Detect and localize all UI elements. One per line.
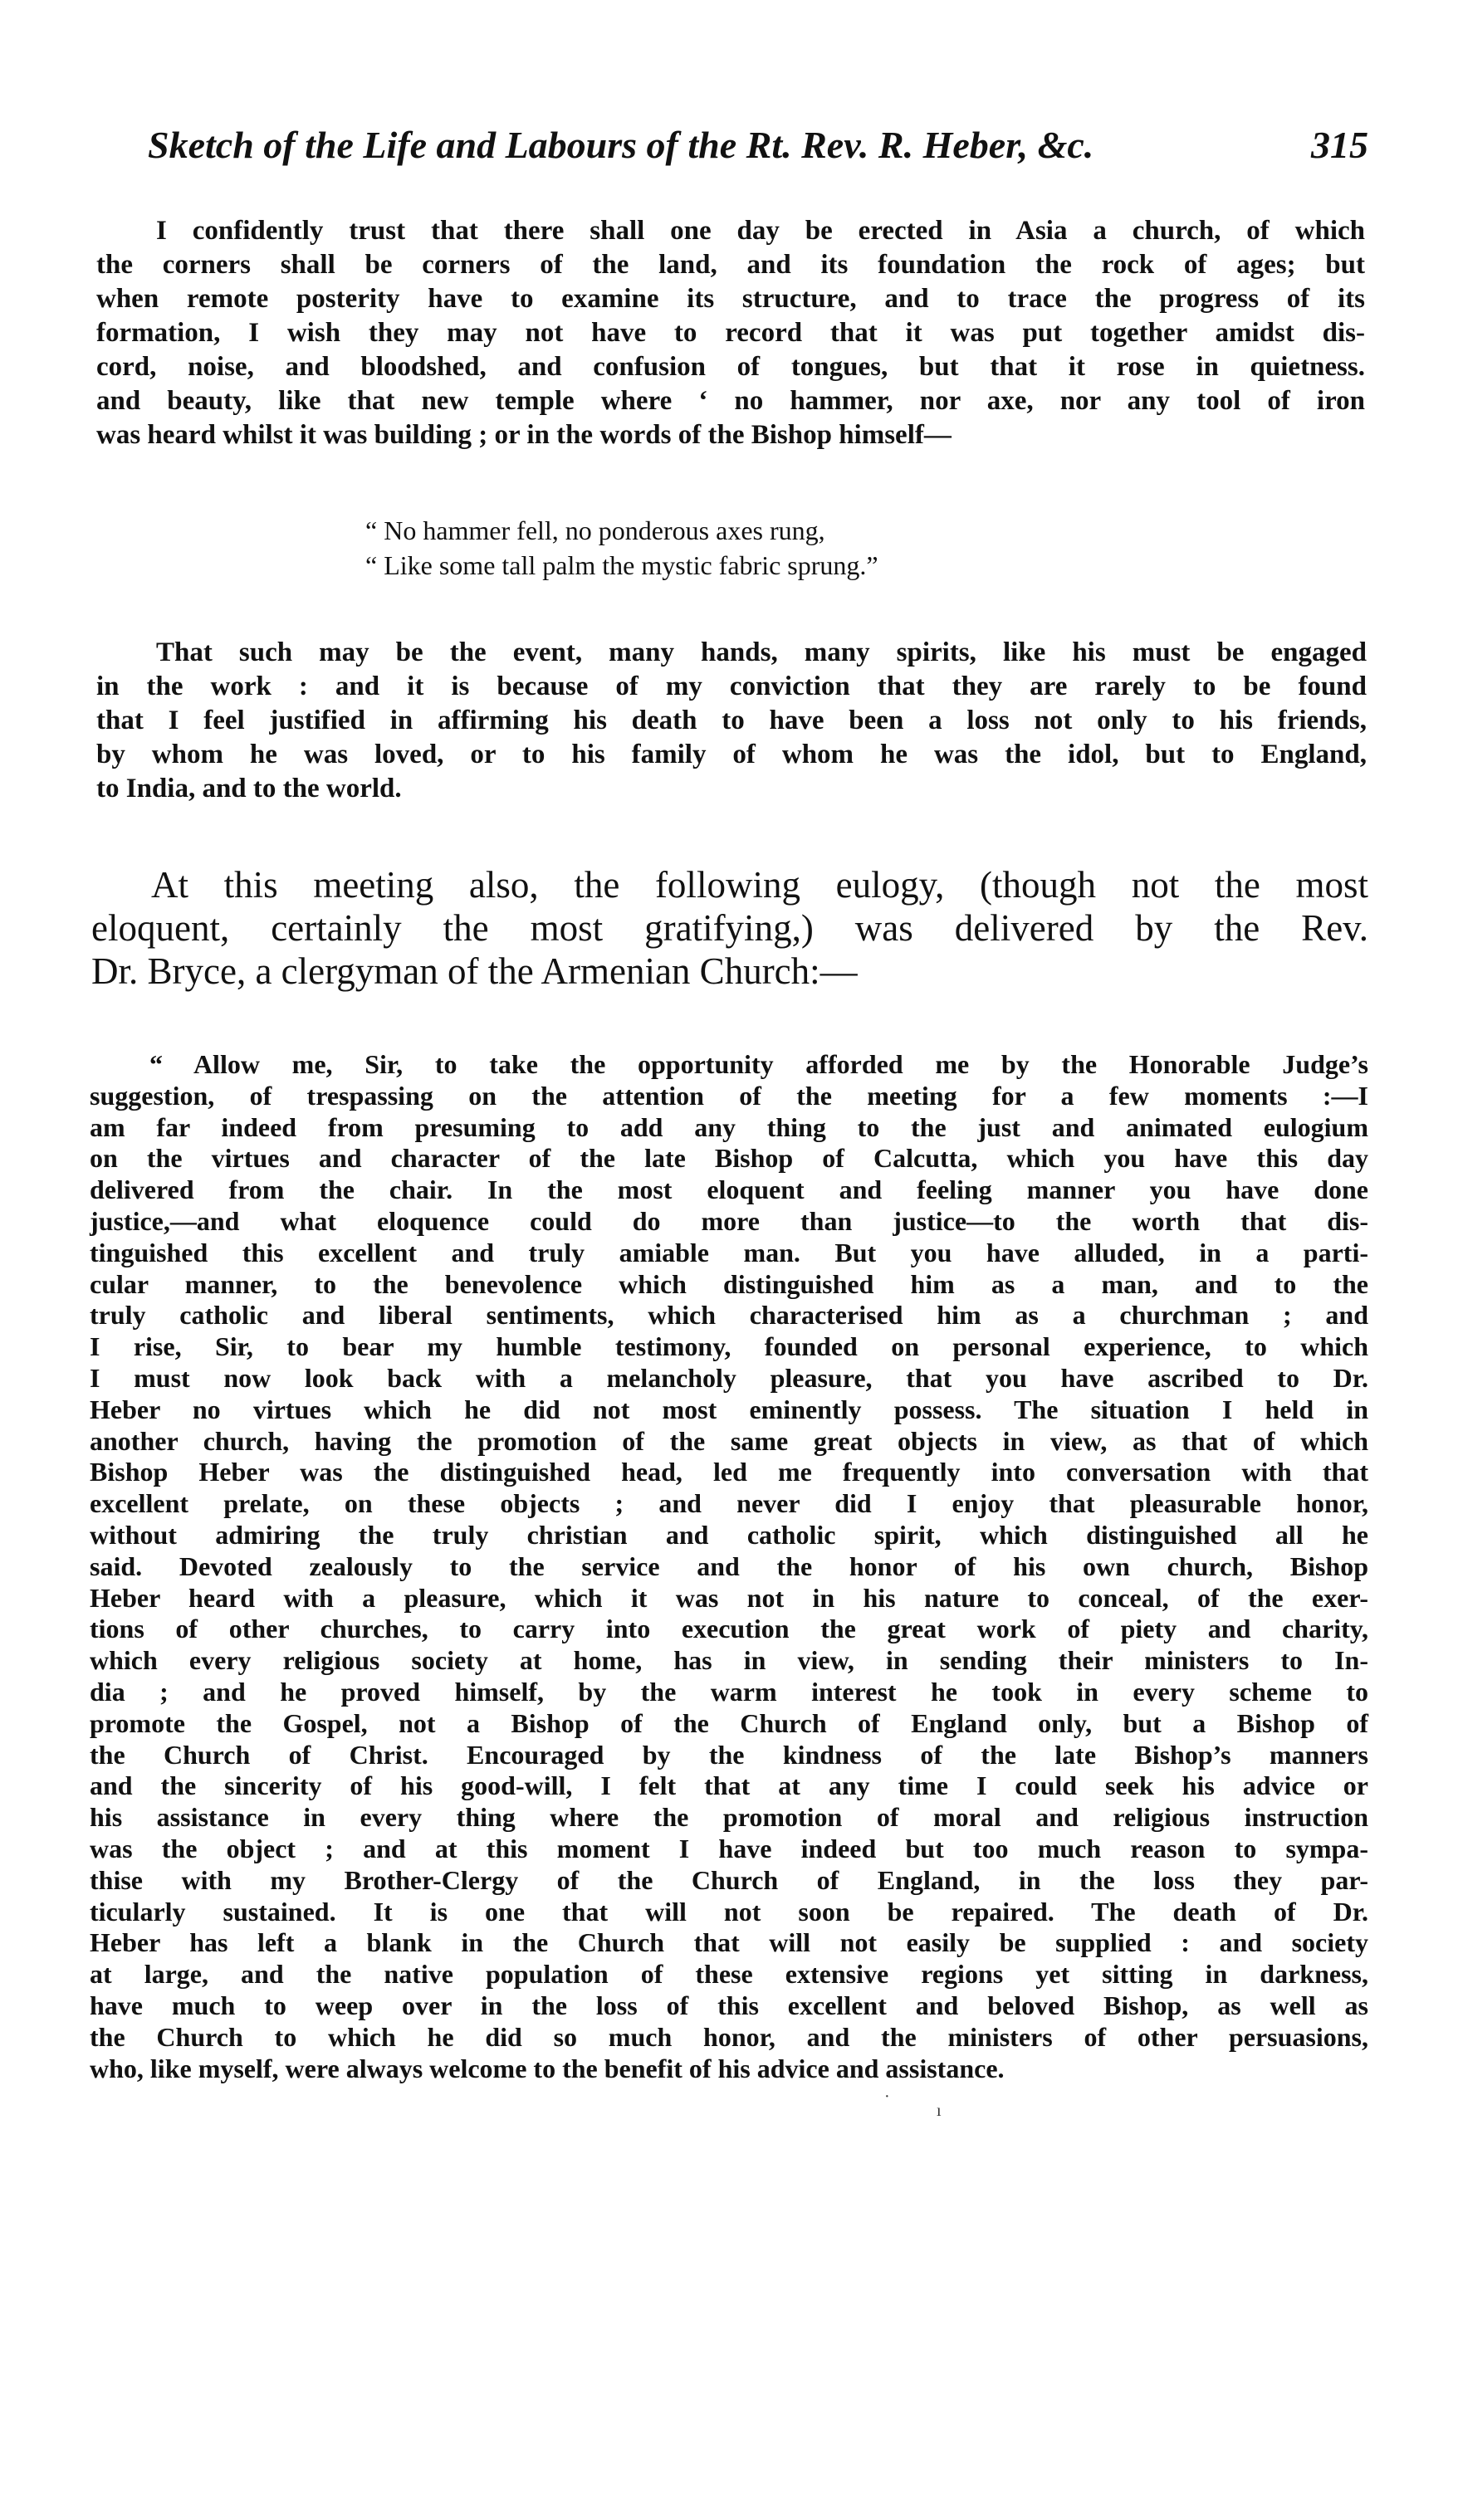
quote-line: the Church to which he did so much honor, and the ministers of other persuasions, <box>90 2021 1368 2052</box>
quote-line: Heber heard with a pleasure, which it was not in his nature to conceal, of the exer- <box>90 1582 1368 1613</box>
running-header <box>148 116 1368 174</box>
quote-line: on the virtues and character of the late Bishop of Calcutta, which you have this day <box>90 1143 1368 1174</box>
paragraph-line: when remote posterity have to examine its structure, and to trace the progress of its <box>96 284 1365 314</box>
quote-line: justice,—and what eloquence could do more than justice—to the worth that dis- <box>90 1205 1368 1236</box>
intro-line: Dr. Bryce, a clergyman of the Armenian Church:— <box>91 950 858 992</box>
quote-line: excellent prelate, on these objects ; and never did I enjoy that pleasurable honor, <box>90 1488 1368 1519</box>
quote-line: ticularly sustained. It is one that will not soon be repaired. The death of Dr. <box>90 1896 1368 1927</box>
intro-line: eloquent, certainly the most gratifying,) was delivered by the Rev. <box>91 907 1368 949</box>
paragraph-line: That such may be the event, many hands, many spirits, like his must be engaged <box>156 637 1367 667</box>
quote-line: Heber no virtues which he did not most eminently possess. The situation I held in <box>90 1394 1368 1424</box>
quote-line: another church, having the promotion of the same great objects in view, as that of which <box>90 1425 1368 1456</box>
quote-line: thise with my Brother-Clergy of the Church of England, in the loss they par- <box>90 1864 1368 1895</box>
eulogy-quotation <box>90 1049 1368 2084</box>
quote-line: tinguished this excellent and truly amiable man. But you have alluded, in a parti- <box>90 1237 1368 1267</box>
ink-speck: · <box>884 2088 890 2106</box>
quote-line: at large, and the native population of these extensive regions yet sitting in darkness, <box>90 1959 1368 1990</box>
quote-line: Bishop Heber was the distinguished head, led me frequently into conversation with that <box>90 1457 1368 1487</box>
quote-line: Heber has left a blank in the Church that will not easily be supplied : and society <box>90 1927 1368 1958</box>
quote-line: I must now look back with a melancholy pleasure, that you have ascribed to Dr. <box>90 1362 1368 1393</box>
quote-line: promote the Gospel, not a Bishop of the Church of England only, but a Bishop of <box>90 1707 1368 1738</box>
quote-line: suggestion, of trespassing on the attention of the meeting for a few moments :—I <box>90 1080 1368 1111</box>
quote-line: dia ; and he proved himself, by the warm interest he took in every scheme to <box>90 1676 1368 1707</box>
quote-line: which every religious society at home, has in view, in sending their ministers to In- <box>90 1645 1368 1676</box>
quote-line: and the sincerity of his good-will, I felt that at any time I could seek his advice or <box>90 1770 1368 1801</box>
quote-line: truly catholic and liberal sentiments, which characterised him as a churchman ; and <box>90 1300 1368 1331</box>
intro-line: At this meeting also, the following eulogy, (though not the most <box>151 864 1368 906</box>
quote-line: have much to weep over in the loss of this excellent and beloved Bishop, as well as <box>90 1990 1368 2020</box>
quote-line: am far indeed from presuming to add any thing to the just and animated eulogium <box>90 1111 1368 1142</box>
quote-line: I rise, Sir, to bear my humble testimony, founded on personal experience, to which <box>90 1331 1368 1362</box>
running-title: Sketch of the Life and Labours of the Rt. Rev. R. Heber, &c. <box>148 124 1094 166</box>
quote-line: who, like myself, were always welcome to the benefit of his advice and assistance. <box>90 2053 1005 2083</box>
quote-line: his assistance in every thing where the promotion of moral and religious instruction <box>90 1802 1368 1833</box>
paragraph-line: to India, and to the world. <box>96 774 402 803</box>
quote-line: tions of other churches, to carry into execution the great work of piety and charity, <box>90 1614 1368 1644</box>
paragraph-line: was heard whilst it was building ; or in the words of the Bishop himself— <box>96 420 952 450</box>
second-paragraph <box>96 636 1367 806</box>
paragraph-line: the corners shall be corners of the land, and its foundation the rock of ages; but <box>96 250 1365 280</box>
quote-line: “ Allow me, Sir, to take the opportunity afforded me by the Honorable Judge’s <box>149 1049 1368 1079</box>
paragraph-line: by whom he was loved, or to his family of whom he was the idol, but to England, <box>96 740 1367 769</box>
quote-line: delivered from the chair. In the most eloquent and feeling manner you have done <box>90 1175 1368 1205</box>
page-number: 315 <box>1311 124 1368 166</box>
ink-speck: ı <box>937 2102 942 2120</box>
paragraph-line: formation, I wish they may not have to record that it was put together amidst dis- <box>96 318 1365 348</box>
quote-line: without admiring the truly christian and catholic spirit, which distinguished all he <box>90 1519 1368 1550</box>
paragraph-line: in the work : and it is because of my conviction that they are rarely to be found <box>96 672 1367 701</box>
paragraph-line: and beauty, like that new temple where ‘ no hammer, nor axe, nor any tool of iron <box>96 386 1365 416</box>
quote-line: the Church of Christ. Encouraged by the kindness of the late Bishop’s manners <box>90 1739 1368 1770</box>
paragraph-line: I confidently trust that there shall one day be erected in Asia a church, of which <box>156 216 1365 246</box>
verse-line: “ Like some tall palm the mystic fabric sprung.” <box>365 550 878 580</box>
verse-line: “ No hammer fell, no ponderous axes rung, <box>365 515 825 545</box>
eulogy-introduction <box>91 863 1368 993</box>
verse-quotation <box>365 513 1096 583</box>
quote-line: said. Devoted zealously to the service and the honor of his own church, Bishop <box>90 1551 1368 1581</box>
opening-paragraph <box>96 214 1365 452</box>
paragraph-line: that I feel justified in affirming his death to have been a loss not only to his friends, <box>96 706 1367 735</box>
quote-line: was the object ; and at this moment I have indeed but too much reason to sympa- <box>90 1833 1368 1863</box>
paragraph-line: cord, noise, and bloodshed, and confusion of tongues, but that it rose in quietness. <box>96 352 1365 382</box>
quote-line: cular manner, to the benevolence which distinguished him as a man, and to the <box>90 1268 1368 1299</box>
